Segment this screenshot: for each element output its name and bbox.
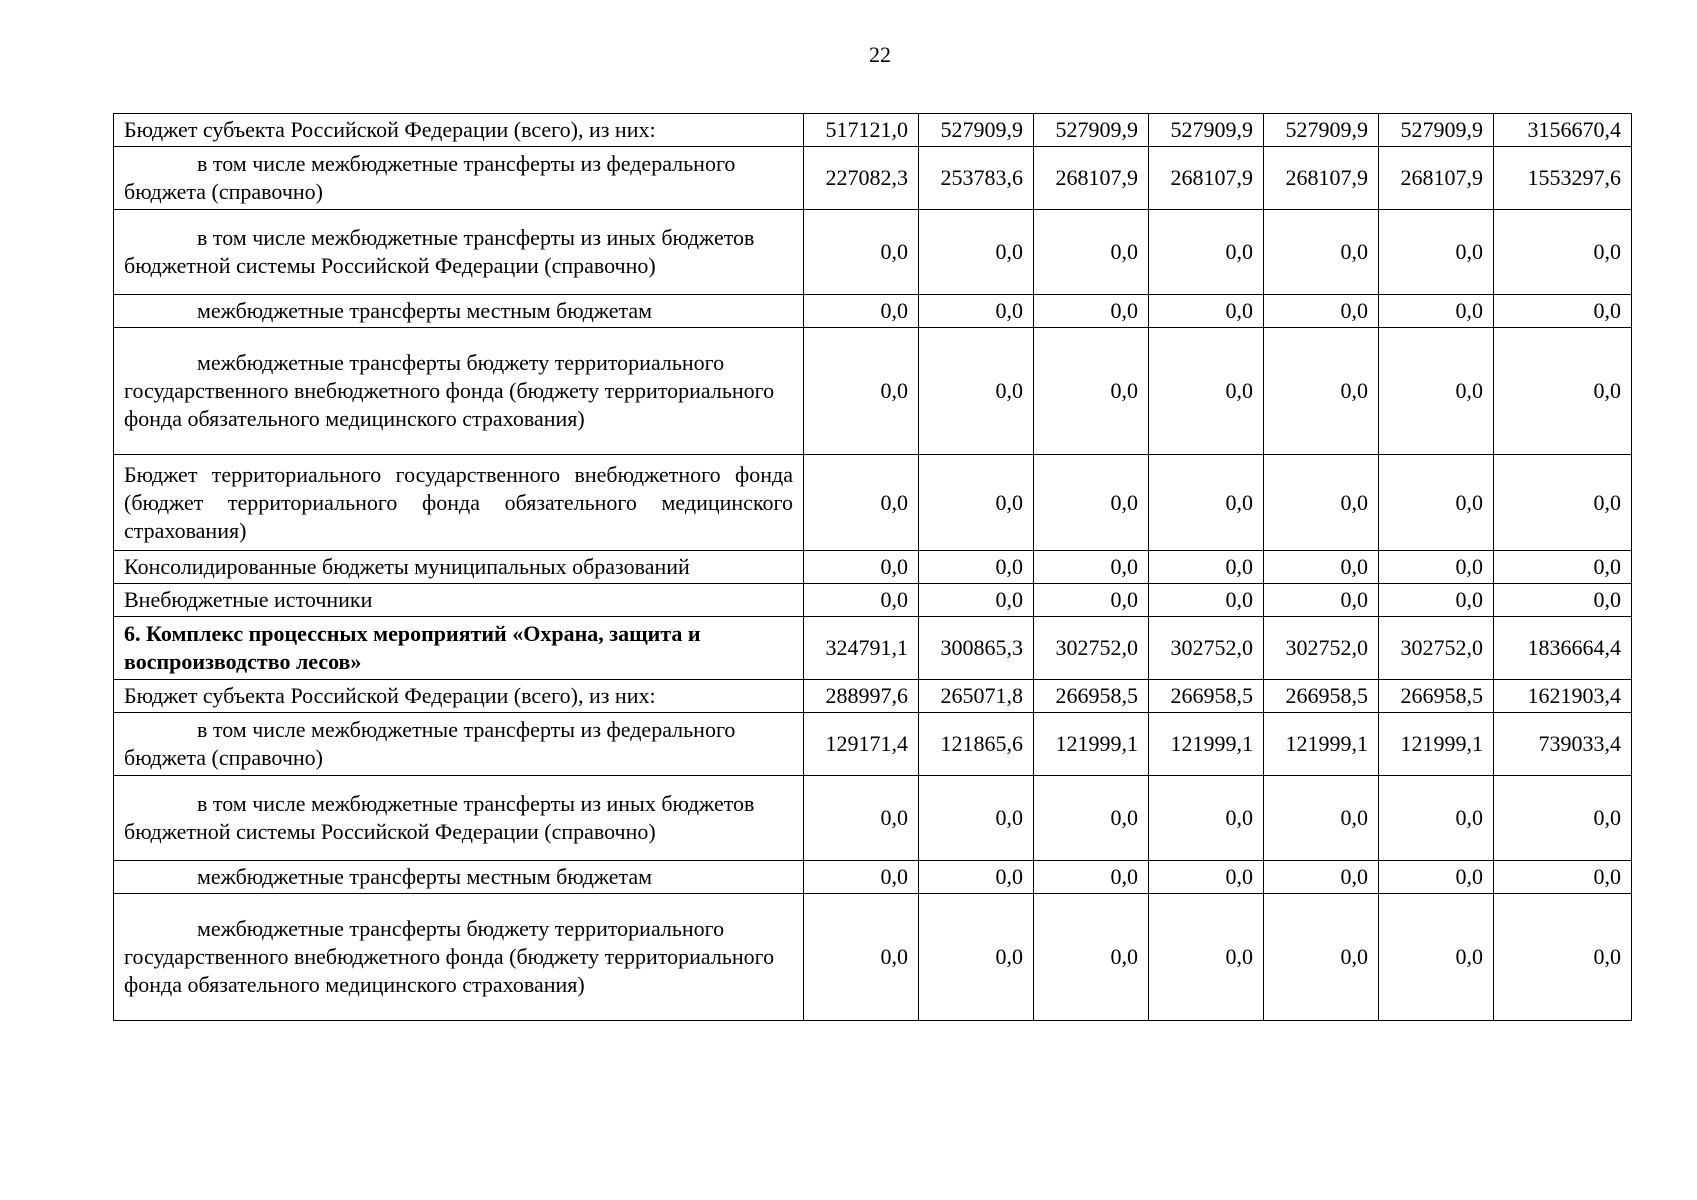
total-cell: 3156670,4 [1494, 114, 1632, 147]
value-cell: 0,0 [1034, 551, 1149, 584]
table-row [114, 147, 1632, 210]
value-cell: 0,0 [1264, 551, 1379, 584]
value-cell: 0,0 [804, 894, 919, 1021]
value-cell: 266958,5 [1034, 680, 1149, 713]
value-cell: 0,0 [1379, 210, 1494, 295]
total-cell: 0,0 [1494, 776, 1632, 861]
value-cell: 268107,9 [1264, 147, 1379, 210]
value-cell: 0,0 [1379, 295, 1494, 328]
value-cell: 0,0 [1264, 584, 1379, 617]
row-label: межбюджетные трансферты бюджету территориального государственного внебюджетного фонда (бюджету территориального фонда обязательного медицинского страхования) [114, 894, 804, 1021]
row-label: 6. Комплекс процессных мероприятий «Охрана, защита и воспроизводство лесов» [114, 617, 804, 680]
table-row [114, 455, 1632, 551]
total-cell: 0,0 [1494, 861, 1632, 894]
value-cell: 0,0 [804, 455, 919, 551]
value-cell: 0,0 [804, 584, 919, 617]
value-cell: 302752,0 [1149, 617, 1264, 680]
table-row [114, 551, 1632, 584]
value-cell: 0,0 [1149, 894, 1264, 1021]
row-label: в том числе межбюджетные трансферты из иных бюджетов бюджетной системы Российской Федерации (справочно) [114, 210, 804, 295]
total-cell: 0,0 [1494, 551, 1632, 584]
value-cell: 288997,6 [804, 680, 919, 713]
value-cell: 527909,9 [1034, 114, 1149, 147]
value-cell: 0,0 [1379, 584, 1494, 617]
table-row [114, 713, 1632, 776]
table-row [114, 114, 1632, 147]
value-cell: 0,0 [1034, 328, 1149, 455]
row-label: Бюджет территориального государственного внебюджетного фонда (бюджет территориального фонда обязательного медицинского страхования) [114, 455, 804, 551]
total-cell: 1621903,4 [1494, 680, 1632, 713]
total-cell: 0,0 [1494, 328, 1632, 455]
value-cell: 121999,1 [1149, 713, 1264, 776]
value-cell: 527909,9 [1379, 114, 1494, 147]
value-cell: 0,0 [1034, 210, 1149, 295]
value-cell: 0,0 [919, 455, 1034, 551]
value-cell: 0,0 [1264, 210, 1379, 295]
value-cell: 266958,5 [1379, 680, 1494, 713]
value-cell: 0,0 [804, 776, 919, 861]
value-cell: 0,0 [1034, 861, 1149, 894]
value-cell: 0,0 [1379, 328, 1494, 455]
row-label: в том числе межбюджетные трансферты из федерального бюджета (справочно) [114, 147, 804, 210]
row-label: Бюджет субъекта Российской Федерации (всего), из них: [114, 680, 804, 713]
value-cell: 0,0 [804, 210, 919, 295]
value-cell: 0,0 [1034, 295, 1149, 328]
value-cell: 0,0 [1379, 894, 1494, 1021]
row-label: межбюджетные трансферты бюджету территориального государственного внебюджетного фонда (бюджету территориального фонда обязательного медицинского страхования) [114, 328, 804, 455]
budget-table-body [114, 114, 1632, 1021]
value-cell: 0,0 [1379, 861, 1494, 894]
total-cell: 0,0 [1494, 894, 1632, 1021]
value-cell: 0,0 [1379, 776, 1494, 861]
value-cell: 527909,9 [919, 114, 1034, 147]
value-cell: 268107,9 [1149, 147, 1264, 210]
row-label: Бюджет субъекта Российской Федерации (всего), из них: [114, 114, 804, 147]
value-cell: 0,0 [1264, 861, 1379, 894]
value-cell: 0,0 [1149, 328, 1264, 455]
value-cell: 302752,0 [1034, 617, 1149, 680]
value-cell: 302752,0 [1264, 617, 1379, 680]
total-cell: 0,0 [1494, 584, 1632, 617]
total-cell: 0,0 [1494, 295, 1632, 328]
value-cell: 0,0 [919, 776, 1034, 861]
total-cell: 1836664,4 [1494, 617, 1632, 680]
value-cell: 121999,1 [1379, 713, 1494, 776]
value-cell: 0,0 [804, 861, 919, 894]
value-cell: 253783,6 [919, 147, 1034, 210]
total-cell: 0,0 [1494, 455, 1632, 551]
value-cell: 0,0 [1379, 551, 1494, 584]
total-cell: 0,0 [1494, 210, 1632, 295]
row-label: Внебюджетные источники [114, 584, 804, 617]
value-cell: 0,0 [804, 328, 919, 455]
value-cell: 0,0 [1379, 455, 1494, 551]
value-cell: 0,0 [919, 210, 1034, 295]
value-cell: 0,0 [1264, 776, 1379, 861]
value-cell: 121999,1 [1034, 713, 1149, 776]
value-cell: 266958,5 [1264, 680, 1379, 713]
value-cell: 0,0 [1034, 584, 1149, 617]
value-cell: 527909,9 [1149, 114, 1264, 147]
value-cell: 265071,8 [919, 680, 1034, 713]
table-row [114, 328, 1632, 455]
value-cell: 0,0 [1034, 894, 1149, 1021]
row-label: межбюджетные трансферты местным бюджетам [114, 295, 804, 328]
value-cell: 0,0 [919, 328, 1034, 455]
table-row [114, 894, 1632, 1021]
value-cell: 268107,9 [1379, 147, 1494, 210]
value-cell: 121865,6 [919, 713, 1034, 776]
value-cell: 0,0 [804, 551, 919, 584]
table-row [114, 584, 1632, 617]
value-cell: 0,0 [1264, 455, 1379, 551]
value-cell: 0,0 [804, 295, 919, 328]
value-cell: 0,0 [1264, 328, 1379, 455]
value-cell: 0,0 [1149, 584, 1264, 617]
table-row [114, 295, 1632, 328]
value-cell: 0,0 [1149, 861, 1264, 894]
budget-table [113, 113, 1632, 1021]
row-label: Консолидированные бюджеты муниципальных образований [114, 551, 804, 584]
table-row [114, 776, 1632, 861]
value-cell: 129171,4 [804, 713, 919, 776]
value-cell: 302752,0 [1379, 617, 1494, 680]
total-cell: 1553297,6 [1494, 147, 1632, 210]
value-cell: 0,0 [919, 551, 1034, 584]
value-cell: 0,0 [1264, 295, 1379, 328]
value-cell: 0,0 [1034, 776, 1149, 861]
row-label: в том числе межбюджетные трансферты из иных бюджетов бюджетной системы Российской Федерации (справочно) [114, 776, 804, 861]
value-cell: 0,0 [1149, 210, 1264, 295]
row-label: в том числе межбюджетные трансферты из федерального бюджета (справочно) [114, 713, 804, 776]
table-row [114, 680, 1632, 713]
value-cell: 121999,1 [1264, 713, 1379, 776]
value-cell: 324791,1 [804, 617, 919, 680]
value-cell: 0,0 [1264, 894, 1379, 1021]
value-cell: 0,0 [1149, 551, 1264, 584]
value-cell: 0,0 [919, 894, 1034, 1021]
value-cell: 517121,0 [804, 114, 919, 147]
value-cell: 0,0 [1149, 455, 1264, 551]
value-cell: 268107,9 [1034, 147, 1149, 210]
page-number: 22 [869, 42, 891, 67]
value-cell: 0,0 [919, 584, 1034, 617]
value-cell: 0,0 [1149, 295, 1264, 328]
value-cell: 300865,3 [919, 617, 1034, 680]
value-cell: 527909,9 [1264, 114, 1379, 147]
table-row [114, 861, 1632, 894]
table-row [114, 617, 1632, 680]
value-cell: 0,0 [919, 861, 1034, 894]
table-row [114, 210, 1632, 295]
value-cell: 0,0 [1149, 776, 1264, 861]
total-cell: 739033,4 [1494, 713, 1632, 776]
value-cell: 227082,3 [804, 147, 919, 210]
value-cell: 0,0 [919, 295, 1034, 328]
value-cell: 0,0 [1034, 455, 1149, 551]
row-label: межбюджетные трансферты местным бюджетам [114, 861, 804, 894]
value-cell: 266958,5 [1149, 680, 1264, 713]
